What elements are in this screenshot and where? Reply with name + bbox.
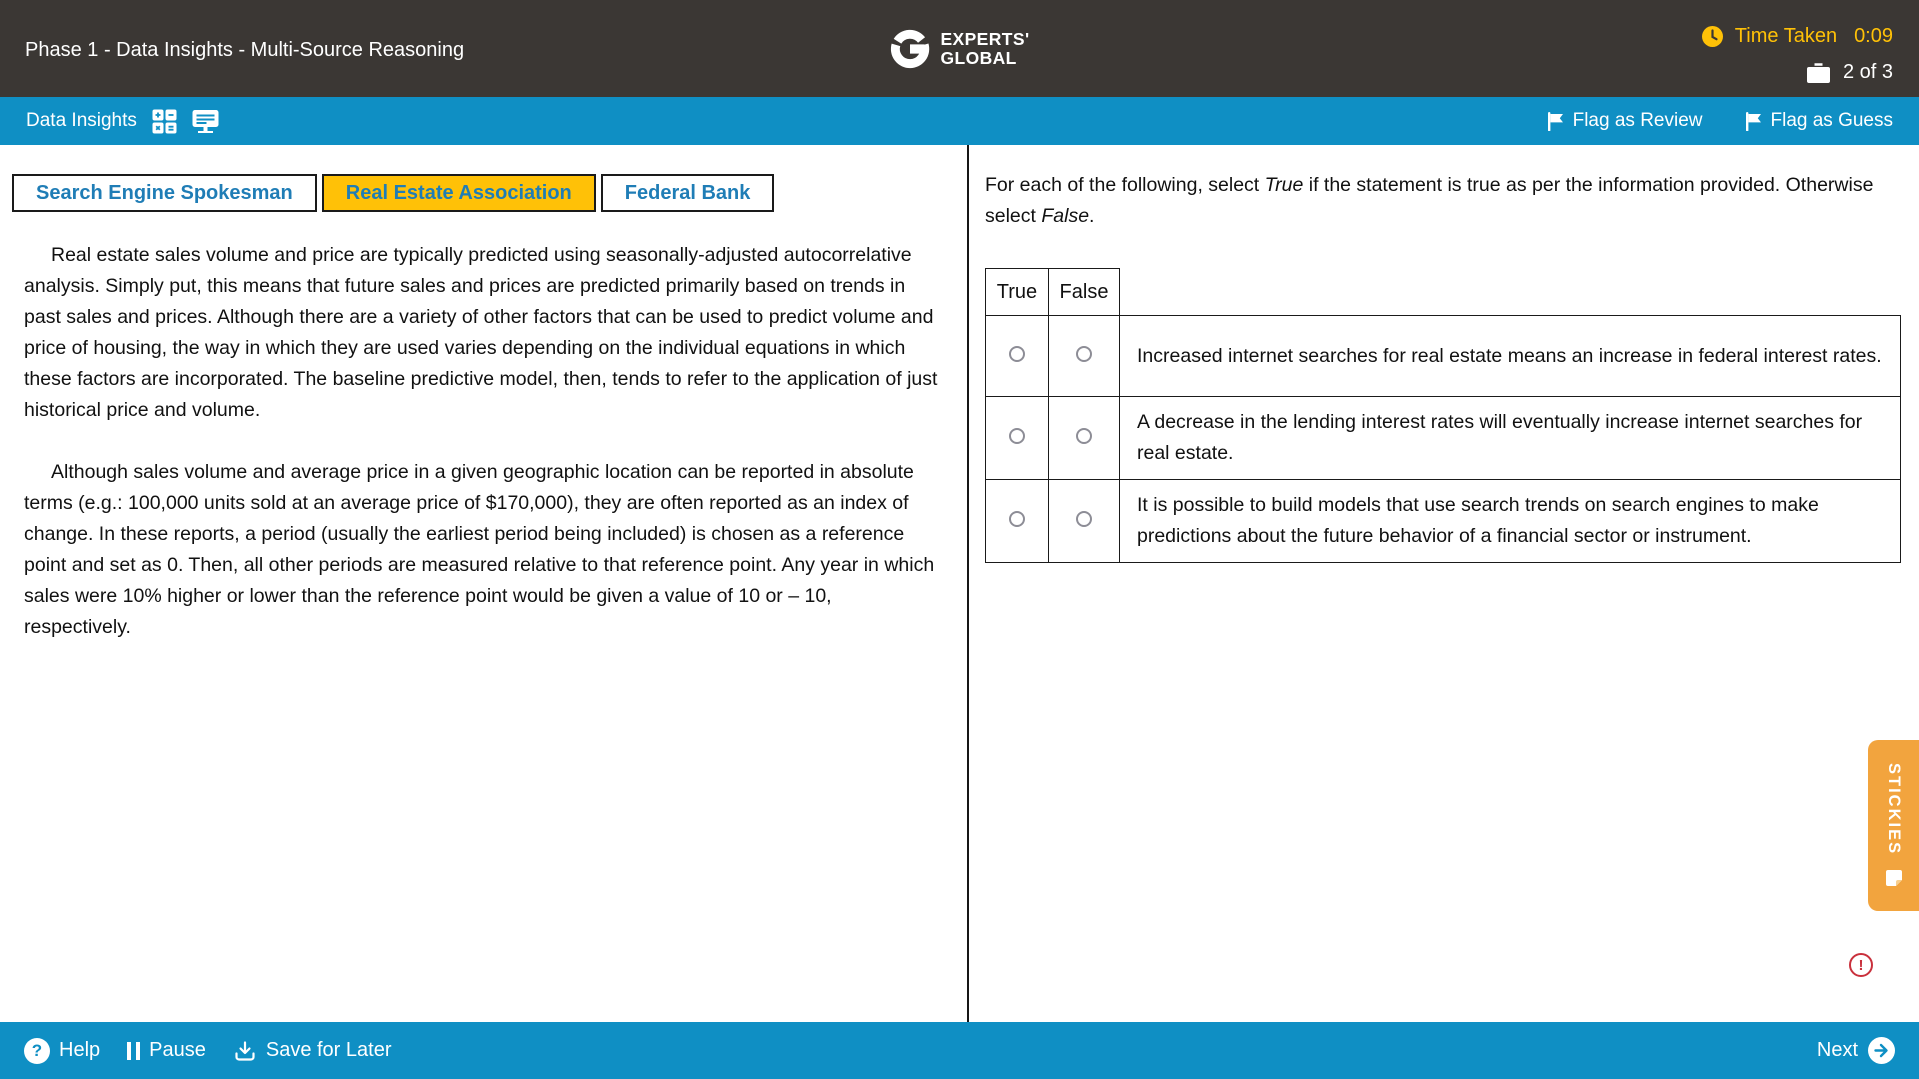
brand-name: [940, 30, 1029, 68]
column-header-statement: [1120, 269, 1901, 316]
pause-label: Pause: [149, 1039, 206, 1061]
help-button[interactable]: [24, 1038, 100, 1064]
whiteboard-icon[interactable]: [192, 109, 219, 133]
top-bar: [0, 0, 1919, 97]
table-header-row: [986, 269, 1901, 316]
tab-real-estate-association[interactable]: Real Estate Association: [322, 174, 596, 212]
flag-as-guess-button[interactable]: [1745, 110, 1894, 132]
save-for-later-label: Save for Later: [265, 1039, 392, 1061]
calculator-icon[interactable]: [152, 109, 177, 134]
radio-false-row-2[interactable]: [1076, 428, 1092, 444]
pause-icon: [127, 1042, 140, 1060]
passage-paragraph-2: Although sales volume and average price in a given geographic location can be reported in absolute terms (e.g.: 100,000 units sold at an average price of $170,000), they are often reported as an index of change. In these reports, a period (usually the earliest period being included) is chosen as a reference point and set as 0. Then, all other periods are measured relative to that reference point. Any year in which sales were 10% higher or lower than the reference point would be given a value of 10 or – 10, respectively.: [24, 461, 935, 638]
radio-false-row-1[interactable]: [1076, 346, 1092, 362]
statement-text-2: A decrease in the lending interest rates will eventually increase internet searches for real estate.: [1120, 397, 1901, 480]
instruction-seg2: if the statement is true as per the information provided. Otherwise select: [985, 174, 1874, 227]
brand-logo: [0, 0, 1919, 97]
table-row: [986, 316, 1901, 397]
statement-text-1: Increased internet searches for real estate means an increase in federal interest rates.: [1120, 316, 1901, 397]
pause-button[interactable]: [127, 1039, 206, 1062]
time-taken: [1701, 25, 1893, 48]
help-icon: [24, 1038, 50, 1064]
tab-search-engine-spokesman[interactable]: Search Engine Spokesman: [12, 174, 317, 212]
table-row: [986, 480, 1901, 563]
flag-as-review-label: Flag as Review: [1572, 110, 1703, 131]
instruction-true-word: True: [1264, 174, 1304, 196]
tab-federal-bank[interactable]: Federal Bank: [601, 174, 775, 212]
next-button[interactable]: [1817, 1037, 1895, 1064]
help-label: Help: [59, 1039, 101, 1061]
stickies-label: STICKIES: [1885, 763, 1903, 856]
footer-bar: [0, 1022, 1919, 1079]
briefcase-icon: [1806, 61, 1831, 84]
question-instruction: [985, 170, 1903, 232]
statement-text-3: It is possible to build models that use search trends on search engines to make predictions about the future behavior of a financial sector or instrument.: [1120, 480, 1901, 563]
alert-glyph: !: [1858, 956, 1864, 974]
column-header-false: False: [1049, 269, 1120, 316]
section-toolbar: [0, 97, 1919, 145]
brand-name-line2: GLOBAL: [940, 47, 1017, 68]
flag-as-guess-label: Flag as Guess: [1770, 110, 1893, 131]
passage-text: [24, 240, 941, 643]
help-glyph: ?: [31, 1040, 43, 1060]
instruction-seg3: .: [1089, 205, 1095, 227]
true-false-table: [985, 268, 1901, 563]
sticky-note-icon: [1884, 868, 1904, 888]
time-taken-value: 0:09: [1854, 25, 1893, 47]
clock-icon: [1701, 25, 1724, 48]
instruction-seg1: For each of the following, select: [985, 174, 1265, 196]
question-progress-text: 2 of 3: [1842, 61, 1893, 83]
question-panel: [969, 145, 1919, 1022]
save-icon: [233, 1040, 257, 1062]
next-arrow-icon: [1868, 1037, 1895, 1064]
radio-true-row-3[interactable]: [1009, 511, 1025, 527]
page-title: Phase 1 - Data Insights - Multi-Source Reasoning: [25, 39, 465, 61]
alert-icon[interactable]: [1849, 953, 1873, 977]
time-taken-label: Time Taken: [1734, 25, 1838, 47]
column-header-true: True: [986, 269, 1049, 316]
source-tabs: [12, 174, 774, 212]
passage-paragraph-1: Real estate sales volume and price are typically predicted using seasonally-adjusted autocorrelative analysis. Simply put, this means that future sales and prices are predicted primarily based on trends in past sales and prices. Although there are a variety of other factors that can be used to predict volume and price of housing, the way in which they are used varies depending on the individual equations in which these factors are incorporated. The baseline predictive model, then, tends to refer to the application of just historical price and volume.: [24, 244, 938, 421]
brand-name-line1: EXPERTS': [940, 28, 1030, 49]
question-progress: [1806, 61, 1893, 84]
next-label: Next: [1816, 1039, 1858, 1061]
radio-true-row-1[interactable]: [1009, 346, 1025, 362]
logo-mark-icon: [889, 28, 931, 70]
table-row: [986, 397, 1901, 480]
stickies-tab[interactable]: [1868, 740, 1919, 911]
flag-icon: [1547, 112, 1564, 131]
section-label: Data Insights: [26, 110, 137, 131]
source-panel: [0, 145, 967, 1022]
flag-as-review-button[interactable]: [1547, 110, 1703, 132]
radio-true-row-2[interactable]: [1009, 428, 1025, 444]
save-for-later-button[interactable]: [233, 1039, 392, 1062]
radio-false-row-3[interactable]: [1076, 511, 1092, 527]
flag-icon: [1745, 112, 1762, 131]
instruction-false-word: False: [1041, 205, 1090, 227]
